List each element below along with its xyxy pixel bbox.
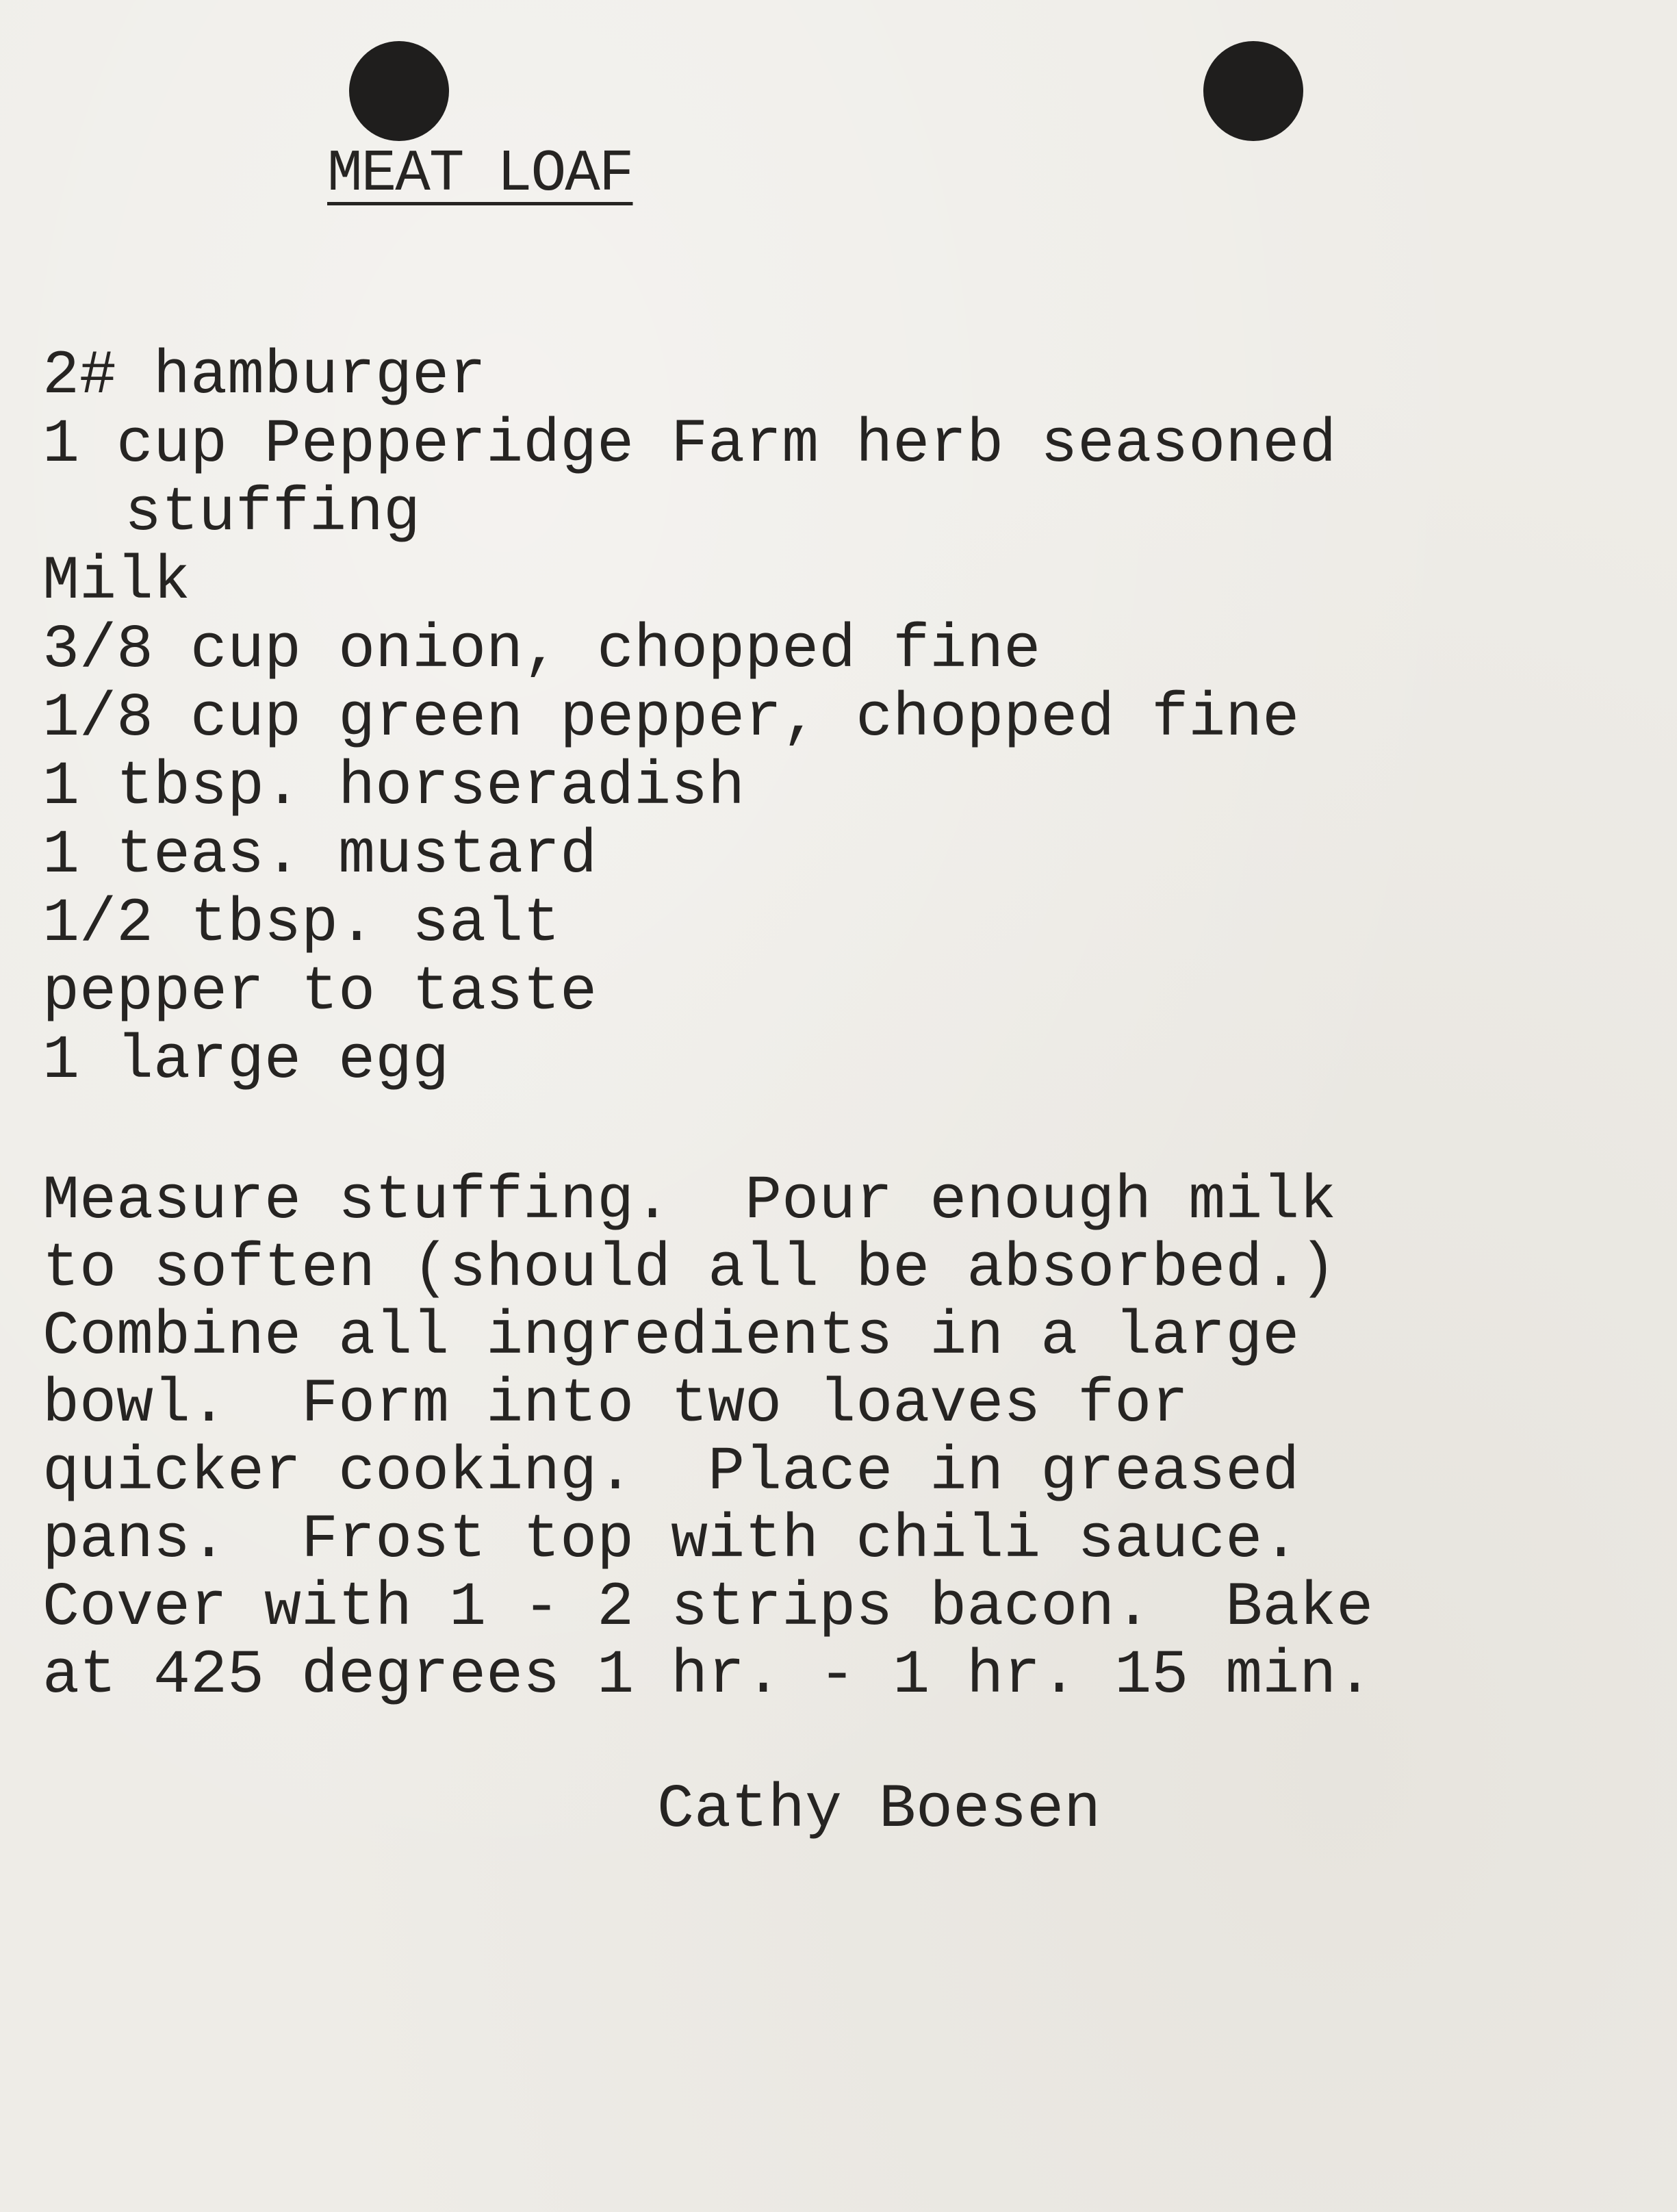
- instruction-line: at 425 degrees 1 hr. - 1 hr. 15 min.: [42, 1641, 1374, 1711]
- ingredient-line: Milk: [42, 547, 191, 617]
- ingredient-line: 3/8 cup onion, chopped fine: [42, 615, 1041, 685]
- ingredient-line: 1/2 tbsp. salt: [42, 889, 561, 959]
- ingredient-list: [42, 342, 1336, 1095]
- instructions-paragraph: [42, 1168, 1373, 1710]
- ingredient-line: 1/8 cup green pepper, chopped fine: [42, 684, 1300, 754]
- instruction-line: Combine all ingredients in a large: [42, 1302, 1300, 1372]
- instruction-line: bowl. Form into two loaves for: [42, 1370, 1189, 1440]
- ingredient-line: pepper to taste: [42, 958, 598, 1028]
- instruction-line: quicker cooking. Place in greased: [42, 1438, 1300, 1508]
- instruction-line: Measure stuffing. Pour enough milk: [42, 1167, 1337, 1236]
- recipe-author: Cathy Boesen: [657, 1775, 1101, 1845]
- ingredient-line-continuation: stuffing: [125, 479, 421, 548]
- ingredient-line: 1 cup Pepperidge Farm herb seasoned: [42, 410, 1337, 480]
- punch-hole-right: [1203, 41, 1303, 141]
- instruction-line: Cover with 1 - 2 strips bacon. Bake: [42, 1573, 1374, 1643]
- punch-hole-left: [349, 41, 449, 141]
- instruction-line: pans. Frost top with chili sauce.: [42, 1505, 1300, 1575]
- ingredient-line: 2# hamburger: [42, 342, 487, 411]
- recipe-title: MEAT LOAF: [327, 140, 633, 207]
- ingredient-line: 1 large egg: [42, 1026, 450, 1096]
- ingredient-line: 1 teas. mustard: [42, 821, 598, 891]
- instruction-line: to soften (should all be absorbed.): [42, 1234, 1337, 1304]
- ingredient-line: 1 tbsp. horseradish: [42, 752, 745, 822]
